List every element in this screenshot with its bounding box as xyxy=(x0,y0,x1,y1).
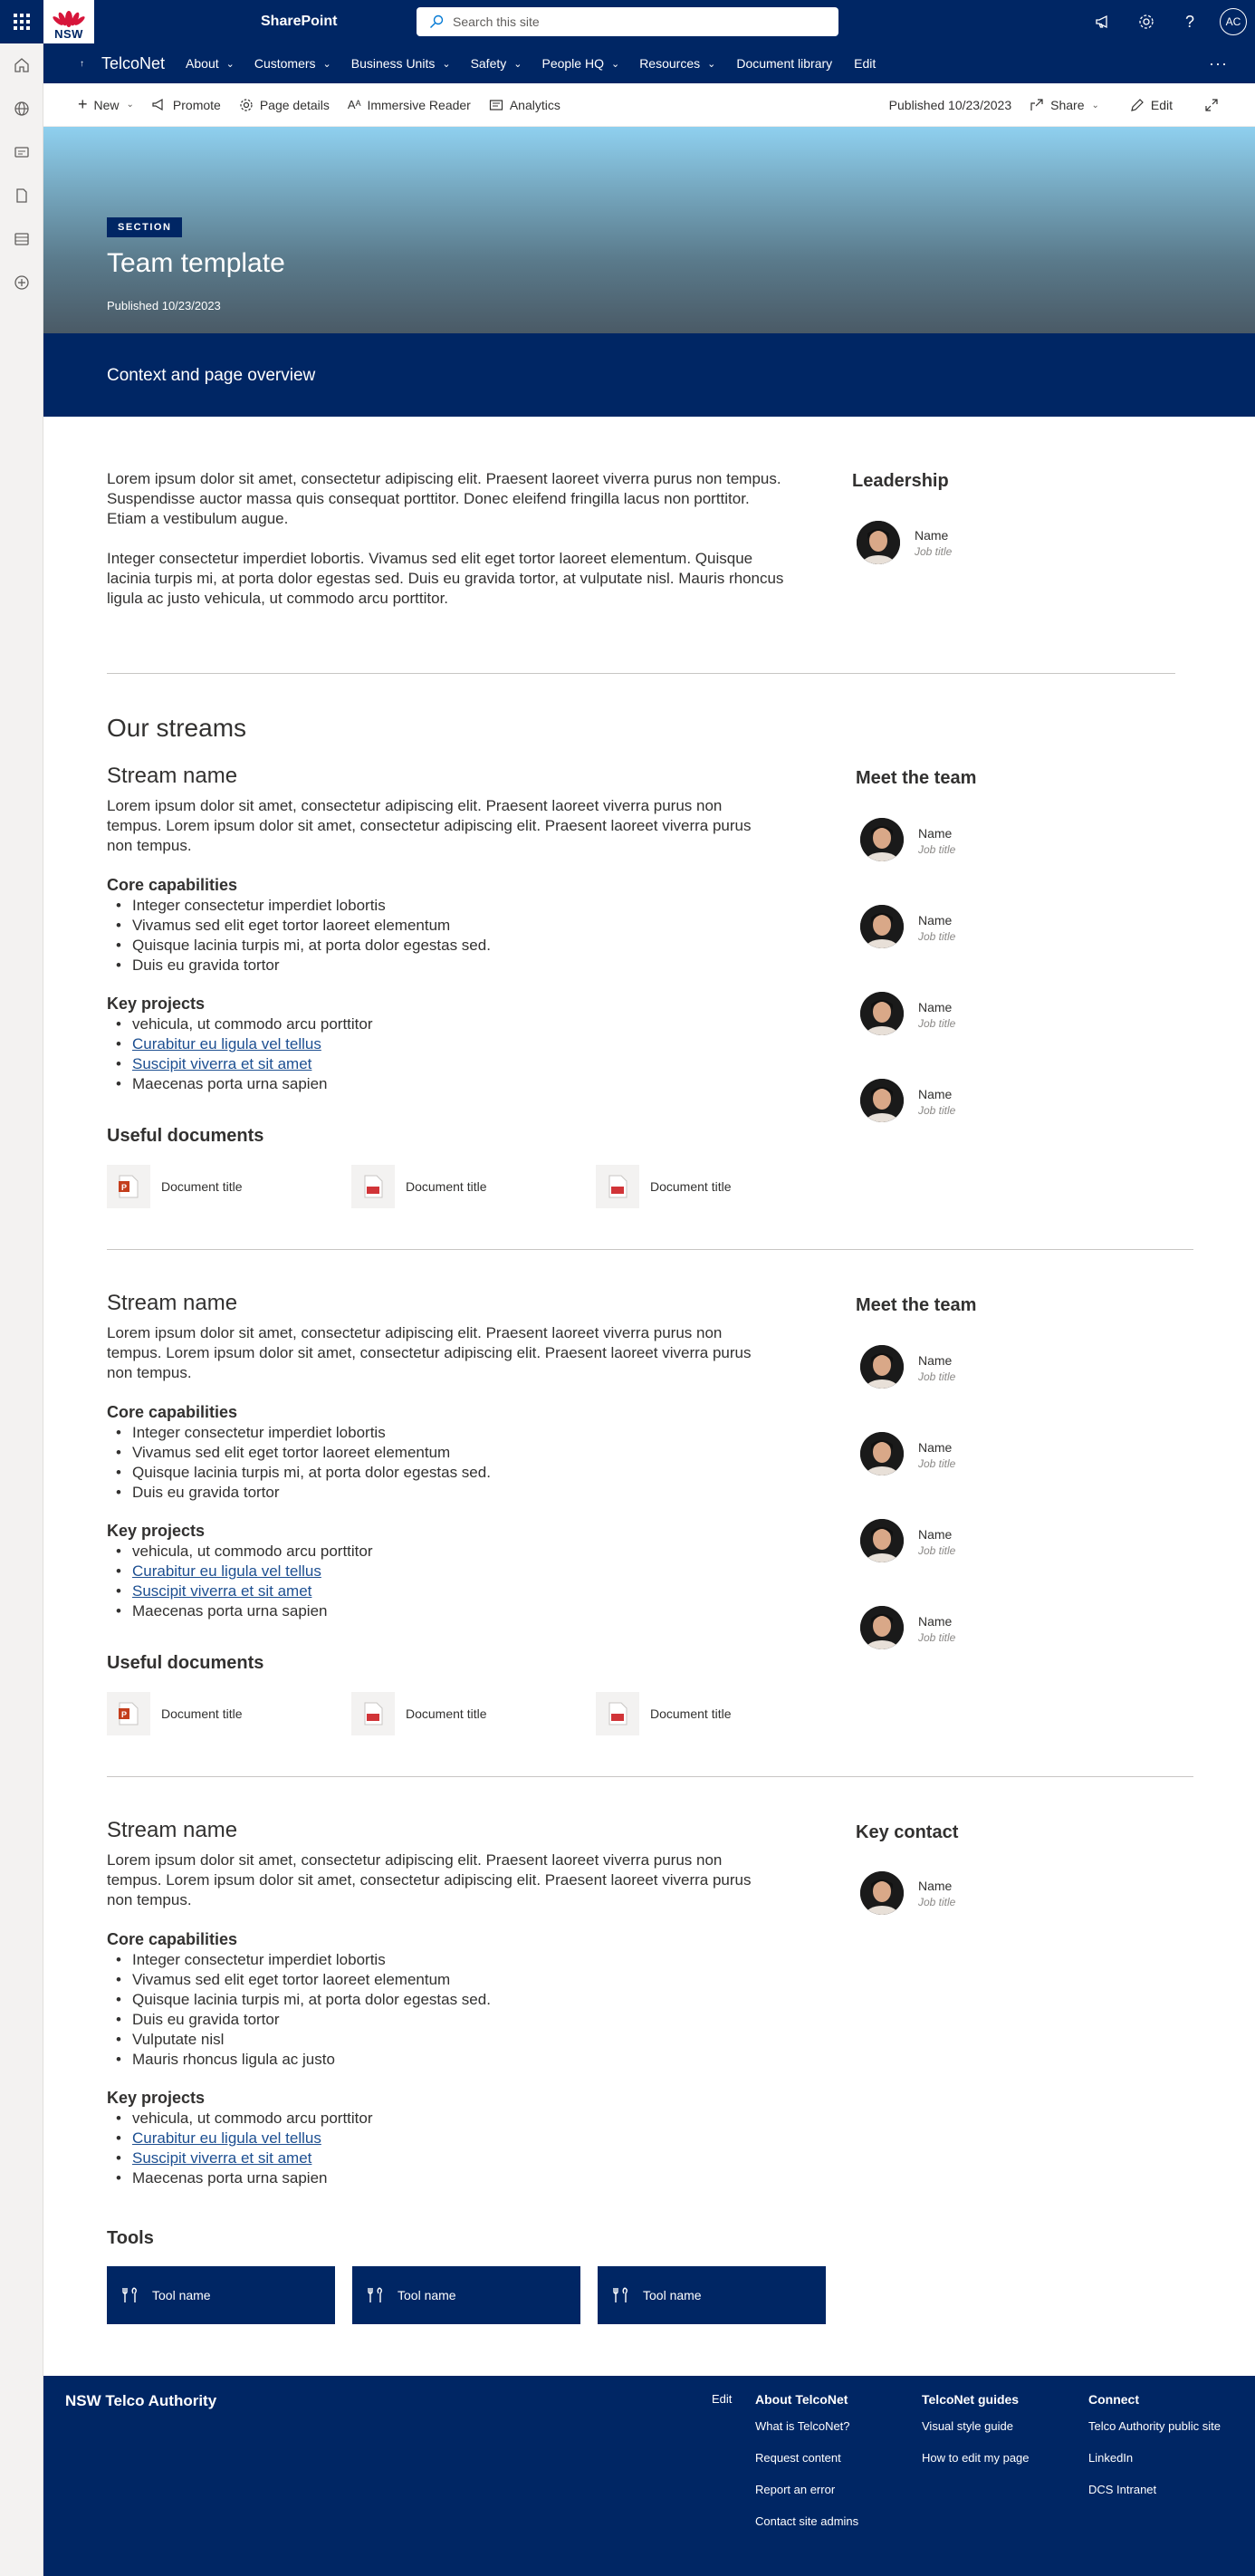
person-card[interactable] xyxy=(860,1519,955,1606)
nav-document-library[interactable]: Document library xyxy=(736,56,833,71)
svg-text:P: P xyxy=(121,1183,128,1192)
document-title: Document title xyxy=(161,1706,243,1721)
person-name: Name xyxy=(918,1353,953,1368)
leader-card[interactable] xyxy=(857,521,952,564)
project-link[interactable]: Curabitur eu ligula vel tellus xyxy=(132,1562,321,1580)
expand-icon[interactable] xyxy=(1196,83,1233,127)
person-job-title: Job title xyxy=(918,1370,956,1383)
key-contact-heading: Key contact xyxy=(856,1822,959,1842)
stream-name: Stream name xyxy=(107,1818,238,1842)
avatar xyxy=(860,992,904,1035)
chevron-down-icon: ⌄ xyxy=(707,58,716,70)
footer-link[interactable]: What is TelcoNet? xyxy=(755,2419,850,2433)
list-item: • Duis eu gravida tortor xyxy=(107,1483,768,1503)
immersive-reader-label: Immersive Reader xyxy=(367,97,471,112)
command-bar xyxy=(43,83,1255,127)
search-icon xyxy=(429,14,444,29)
avatar xyxy=(860,1345,904,1389)
document-icon[interactable] xyxy=(0,174,43,217)
page-details-button[interactable] xyxy=(230,83,339,127)
footer-link[interactable]: Request content xyxy=(755,2451,841,2465)
footer-heading: Connect xyxy=(1088,2392,1139,2407)
projects-heading: Key projects xyxy=(107,2089,206,2107)
stream-name: Stream name xyxy=(107,764,238,788)
capabilities-list xyxy=(107,896,768,976)
meet-team-heading: Meet the team xyxy=(856,768,977,788)
nav-safety[interactable] xyxy=(461,43,532,83)
promote-button[interactable] xyxy=(143,83,230,127)
list-item: • Duis eu gravida tortor xyxy=(107,2010,768,2030)
list-item xyxy=(107,2129,768,2148)
site-footer xyxy=(43,2376,1255,2576)
person-card[interactable] xyxy=(860,818,955,905)
capabilities-heading: Core capabilities xyxy=(107,876,238,894)
create-plus-icon[interactable] xyxy=(0,261,43,304)
capabilities-list xyxy=(107,1423,768,1503)
avatar xyxy=(860,1871,904,1915)
edit-button[interactable] xyxy=(1121,83,1182,127)
project-link[interactable]: Suscipit viverra et sit amet xyxy=(132,1582,312,1600)
document-title: Document title xyxy=(650,1179,732,1194)
person-name: Name xyxy=(918,1878,953,1893)
document-item[interactable] xyxy=(596,1692,840,1735)
document-item[interactable] xyxy=(107,1692,351,1735)
divider xyxy=(107,673,1175,674)
list-item: • Maecenas porta urna sapien xyxy=(107,2168,768,2188)
person-name: Name xyxy=(918,1440,953,1455)
nav-resources[interactable] xyxy=(629,43,725,83)
projects-heading: Key projects xyxy=(107,995,206,1013)
document-item[interactable] xyxy=(596,1165,840,1208)
projects-list xyxy=(107,1014,768,1094)
tools-icon xyxy=(612,2286,630,2304)
account-avatar[interactable] xyxy=(1212,0,1255,43)
tool-label: Tool name xyxy=(398,2288,456,2302)
projects-list xyxy=(107,2109,768,2188)
pdf-file-icon xyxy=(596,1692,639,1735)
list-item: • Integer consectetur imperdiet lobortis xyxy=(107,896,768,916)
globe-icon[interactable] xyxy=(0,87,43,130)
tool-button[interactable] xyxy=(107,2266,335,2324)
avatar xyxy=(860,1606,904,1649)
nav-label: People HQ xyxy=(541,56,604,71)
footer-link[interactable]: LinkedIn xyxy=(1088,2451,1134,2465)
chevron-down-icon: ⌄ xyxy=(322,58,331,70)
document-title: Document title xyxy=(406,1179,487,1194)
nav-business-units[interactable] xyxy=(341,43,461,83)
capabilities-list xyxy=(107,1950,768,2070)
list-item: • Integer consectetur imperdiet lobortis xyxy=(107,1950,768,1970)
footer-link[interactable]: Visual style guide xyxy=(922,2419,1013,2433)
published-date: Published 10/23/2023 xyxy=(107,299,221,312)
person-name: Name xyxy=(918,913,953,928)
section-badge: SECTION xyxy=(107,217,182,237)
list-item: • Integer consectetur imperdiet lobortis xyxy=(107,1423,768,1443)
site-logo-icon[interactable]: ↑ xyxy=(80,58,84,69)
chevron-down-icon: ⌄ xyxy=(610,58,620,70)
intro-paragraph: Lorem ipsum dolor sit amet, consectetur adipiscing elit. Praesent laoreet viverra purus non tempus. Suspendisse auctor massa quis consequat porttitor. Donec eleifend fringilla lacus non porttitor. Etiam a vestibulum augue. xyxy=(107,470,781,527)
analytics-button[interactable] xyxy=(480,83,570,127)
person-job-title: Job title xyxy=(918,1017,956,1030)
footer-column-guides xyxy=(922,2392,1030,2483)
site-navigation xyxy=(43,43,1255,83)
tools-icon xyxy=(367,2286,385,2304)
avatar-initials: AC xyxy=(1220,8,1247,35)
list-item: • vehicula, ut commodo arcu porttitor xyxy=(107,1542,768,1562)
footer-column-about xyxy=(755,2392,858,2546)
pdf-file-icon xyxy=(351,1692,395,1735)
person-card[interactable] xyxy=(860,1432,955,1519)
documents-heading: Useful documents xyxy=(107,1126,264,1146)
list-item: • Quisque lacinia turpis mi, at porta dolor egestas sed. xyxy=(107,1463,768,1483)
documents-row xyxy=(107,1165,840,1208)
list-item: • Quisque lacinia turpis mi, at porta dolor egestas sed. xyxy=(107,1990,768,2010)
project-link[interactable]: Curabitur eu ligula vel tellus xyxy=(132,1035,321,1053)
footer-heading: TelcoNet guides xyxy=(922,2392,1020,2407)
documents-heading: Useful documents xyxy=(107,1653,264,1673)
share-icon xyxy=(1030,98,1044,112)
tool-button[interactable] xyxy=(352,2266,580,2324)
avatar xyxy=(857,521,900,564)
document-title: Document title xyxy=(161,1179,243,1194)
list-item: • Mauris rhoncus ligula ac justo xyxy=(107,2050,768,2070)
avatar xyxy=(860,1432,904,1475)
context-banner xyxy=(43,333,1255,417)
person-card[interactable] xyxy=(860,1079,955,1166)
more-icon[interactable]: ··· xyxy=(1209,54,1228,72)
leadership-heading: Leadership xyxy=(852,471,949,491)
new-button[interactable] xyxy=(69,83,143,127)
list-item: • Vivamus sed elit eget tortor laoreet elementum xyxy=(107,1970,768,1990)
nav-label: Safety xyxy=(470,56,507,71)
page-title: Team template xyxy=(107,248,285,278)
list-item: • Vivamus sed elit eget tortor laoreet elementum xyxy=(107,1443,768,1463)
chevron-down-icon: ⌄ xyxy=(225,58,235,70)
nav-label: About xyxy=(186,56,219,71)
nav-about[interactable] xyxy=(176,43,244,83)
footer-link[interactable]: Telco Authority public site xyxy=(1088,2419,1221,2433)
search-input[interactable] xyxy=(417,7,838,36)
person-name: Name xyxy=(918,1614,953,1629)
tools-row xyxy=(107,2266,826,2324)
footer-column-connect xyxy=(1088,2392,1221,2514)
project-link[interactable]: Suscipit viverra et sit amet xyxy=(132,2149,312,2167)
published-status: Published 10/23/2023 xyxy=(888,98,1012,112)
hero-banner xyxy=(43,127,1255,333)
app-launcher-icon[interactable] xyxy=(0,0,43,43)
chevron-down-icon: ⌄ xyxy=(442,58,451,70)
document-title: Document title xyxy=(650,1706,732,1721)
search-placeholder: Search this site xyxy=(453,14,540,29)
tools-icon xyxy=(121,2286,139,2304)
person-card[interactable] xyxy=(860,1606,955,1693)
documents-row xyxy=(107,1692,840,1735)
nsw-logo[interactable] xyxy=(43,0,94,43)
avatar xyxy=(860,818,904,861)
avatar xyxy=(860,1079,904,1122)
list-item xyxy=(107,2148,768,2168)
person-job-title: Job title xyxy=(918,930,956,943)
list-item xyxy=(107,1581,768,1601)
page-details-label: Page details xyxy=(259,97,330,112)
capabilities-heading: Core capabilities xyxy=(107,1930,238,1948)
person-job-title: Job title xyxy=(918,843,956,856)
document-title: Document title xyxy=(406,1706,487,1721)
footer-heading: About TelcoNet xyxy=(755,2392,848,2407)
chevron-down-icon: ⌄ xyxy=(1091,100,1099,111)
svg-text:P: P xyxy=(121,1710,128,1719)
list-item: • Vulputate nisl xyxy=(107,2030,768,2050)
divider xyxy=(107,1776,1193,1777)
person-card[interactable] xyxy=(860,992,955,1079)
person-job-title: Job title xyxy=(918,1457,956,1470)
person-job-title: Job title xyxy=(918,1104,956,1117)
person-name: Name xyxy=(918,1527,953,1542)
chevron-down-icon: ⌄ xyxy=(513,58,522,70)
list-item: • vehicula, ut commodo arcu porttitor xyxy=(107,1014,768,1034)
nav-people-hq[interactable] xyxy=(532,43,629,83)
pdf-file-icon xyxy=(596,1165,639,1208)
tool-label: Tool name xyxy=(152,2288,211,2302)
person-name: Name xyxy=(918,1087,953,1101)
analytics-label: Analytics xyxy=(509,97,560,112)
immersive-reader-button[interactable] xyxy=(339,83,480,127)
list-item: • Maecenas porta urna sapien xyxy=(107,1601,768,1621)
home-icon[interactable] xyxy=(0,43,43,87)
nav-label: Business Units xyxy=(350,56,436,71)
new-label: New xyxy=(93,97,120,112)
pdf-file-icon xyxy=(351,1165,395,1208)
list-item xyxy=(107,1054,768,1074)
project-link[interactable]: Suscipit viverra et sit amet xyxy=(132,1055,312,1072)
suite-bar xyxy=(0,0,1255,43)
capabilities-heading: Core capabilities xyxy=(107,1403,238,1421)
app-bar xyxy=(0,43,43,2576)
gear-icon xyxy=(239,98,254,112)
person-name: Name xyxy=(918,1000,953,1014)
nsw-logo-text: NSW xyxy=(54,27,83,41)
context-text: Context and page overview xyxy=(107,366,316,385)
stream-description: Lorem ipsum dolor sit amet, consectetur adipiscing elit. Praesent laoreet viverra purus non tempus. Lorem ipsum dolor sit amet, consectetur adipiscing elit. Praesent laoreet viverra purus non tempus. xyxy=(107,1324,752,1381)
pencil-icon xyxy=(1130,98,1145,112)
meet-team-heading: Meet the team xyxy=(856,1295,977,1315)
powerpoint-file-icon xyxy=(107,1165,150,1208)
megaphone-icon[interactable] xyxy=(1081,0,1125,43)
team-list xyxy=(860,1345,955,1693)
footer-org-name: NSW Telco Authority xyxy=(65,2392,217,2409)
footer-edit-link[interactable]: Edit xyxy=(712,2392,733,2406)
list-item: • Quisque lacinia turpis mi, at porta dolor egestas sed. xyxy=(107,936,768,956)
avatar xyxy=(860,905,904,948)
tool-button[interactable] xyxy=(598,2266,826,2324)
nav-edit-link[interactable]: Edit xyxy=(854,56,877,71)
person-name: Name xyxy=(918,826,953,841)
help-icon[interactable]: ? xyxy=(1184,12,1194,31)
analytics-icon xyxy=(489,98,503,112)
footer-link[interactable]: DCS Intranet xyxy=(1088,2483,1157,2496)
waratah-icon xyxy=(53,5,85,28)
project-link[interactable]: Curabitur eu ligula vel tellus xyxy=(132,2129,321,2147)
person-job-title: Job title xyxy=(918,1544,956,1557)
chevron-down-icon: ⌄ xyxy=(126,100,134,110)
person-card[interactable] xyxy=(860,905,955,992)
tools-heading: Tools xyxy=(107,2228,154,2248)
person-name: Name xyxy=(915,527,949,543)
document-item[interactable] xyxy=(351,1692,596,1735)
list-item xyxy=(107,1034,768,1054)
intro-paragraph: Integer consectetur imperdiet lobortis. Vivamus sed elit eget tortor laoreet elementum. Quisque lacinia turpis mi, at porta dolor egestas sed. Duis eu gravida tortor, at vulputate nisl. Mauris rhoncus ligula ac justo vehicula, ut commodo arcu porttitor. xyxy=(107,550,784,607)
share-label: Share xyxy=(1050,98,1085,112)
streams-heading: Our streams xyxy=(107,714,247,742)
footer-link[interactable]: Contact site admins xyxy=(755,2514,859,2528)
tool-label: Tool name xyxy=(643,2288,702,2302)
settings-gear-icon[interactable] xyxy=(1125,0,1168,43)
person-job-title: Job title xyxy=(918,1895,956,1908)
plus-icon: + xyxy=(78,95,88,113)
promote-label: Promote xyxy=(172,97,221,112)
list-item: • Vivamus sed elit eget tortor laoreet elementum xyxy=(107,916,768,936)
lists-icon[interactable] xyxy=(0,217,43,261)
projects-heading: Key projects xyxy=(107,1522,206,1540)
footer-link[interactable]: How to edit my page xyxy=(922,2451,1030,2465)
immersive-reader-icon: Aᴬ xyxy=(347,98,361,111)
list-item: • Maecenas porta urna sapien xyxy=(107,1074,768,1094)
person-card[interactable] xyxy=(860,1871,955,1915)
nav-label: Customers xyxy=(254,56,316,71)
person-job-title: Job title xyxy=(915,544,953,558)
news-icon[interactable] xyxy=(0,130,43,174)
list-item: • vehicula, ut commodo arcu porttitor xyxy=(107,2109,768,2129)
document-item[interactable] xyxy=(107,1165,351,1208)
person-job-title: Job title xyxy=(918,1631,956,1644)
share-button[interactable] xyxy=(1020,83,1108,127)
site-title[interactable]: TelcoNet xyxy=(101,53,166,72)
stream-description: Lorem ipsum dolor sit amet, consectetur adipiscing elit. Praesent laoreet viverra purus non tempus. Lorem ipsum dolor sit amet, consectetur adipiscing elit. Praesent laoreet viverra purus non tempus. xyxy=(107,1851,752,1908)
nav-label: Resources xyxy=(639,56,701,71)
list-item xyxy=(107,1562,768,1581)
powerpoint-file-icon xyxy=(107,1692,150,1735)
divider xyxy=(107,1249,1193,1250)
document-item[interactable] xyxy=(351,1165,596,1208)
stream-description: Lorem ipsum dolor sit amet, consectetur adipiscing elit. Praesent laoreet viverra purus non tempus. Lorem ipsum dolor sit amet, consectetur adipiscing elit. Praesent laoreet viverra purus non tempus. xyxy=(107,797,752,854)
edit-label: Edit xyxy=(1150,98,1173,112)
list-item: • Duis eu gravida tortor xyxy=(107,956,768,976)
megaphone-icon xyxy=(152,98,167,112)
team-list xyxy=(860,818,955,1166)
stream-name: Stream name xyxy=(107,1291,238,1315)
nav-customers[interactable] xyxy=(244,43,341,83)
person-card[interactable] xyxy=(860,1345,955,1432)
projects-list xyxy=(107,1542,768,1621)
footer-link[interactable]: Report an error xyxy=(755,2483,836,2496)
avatar xyxy=(860,1519,904,1562)
app-name[interactable]: SharePoint xyxy=(261,14,338,29)
